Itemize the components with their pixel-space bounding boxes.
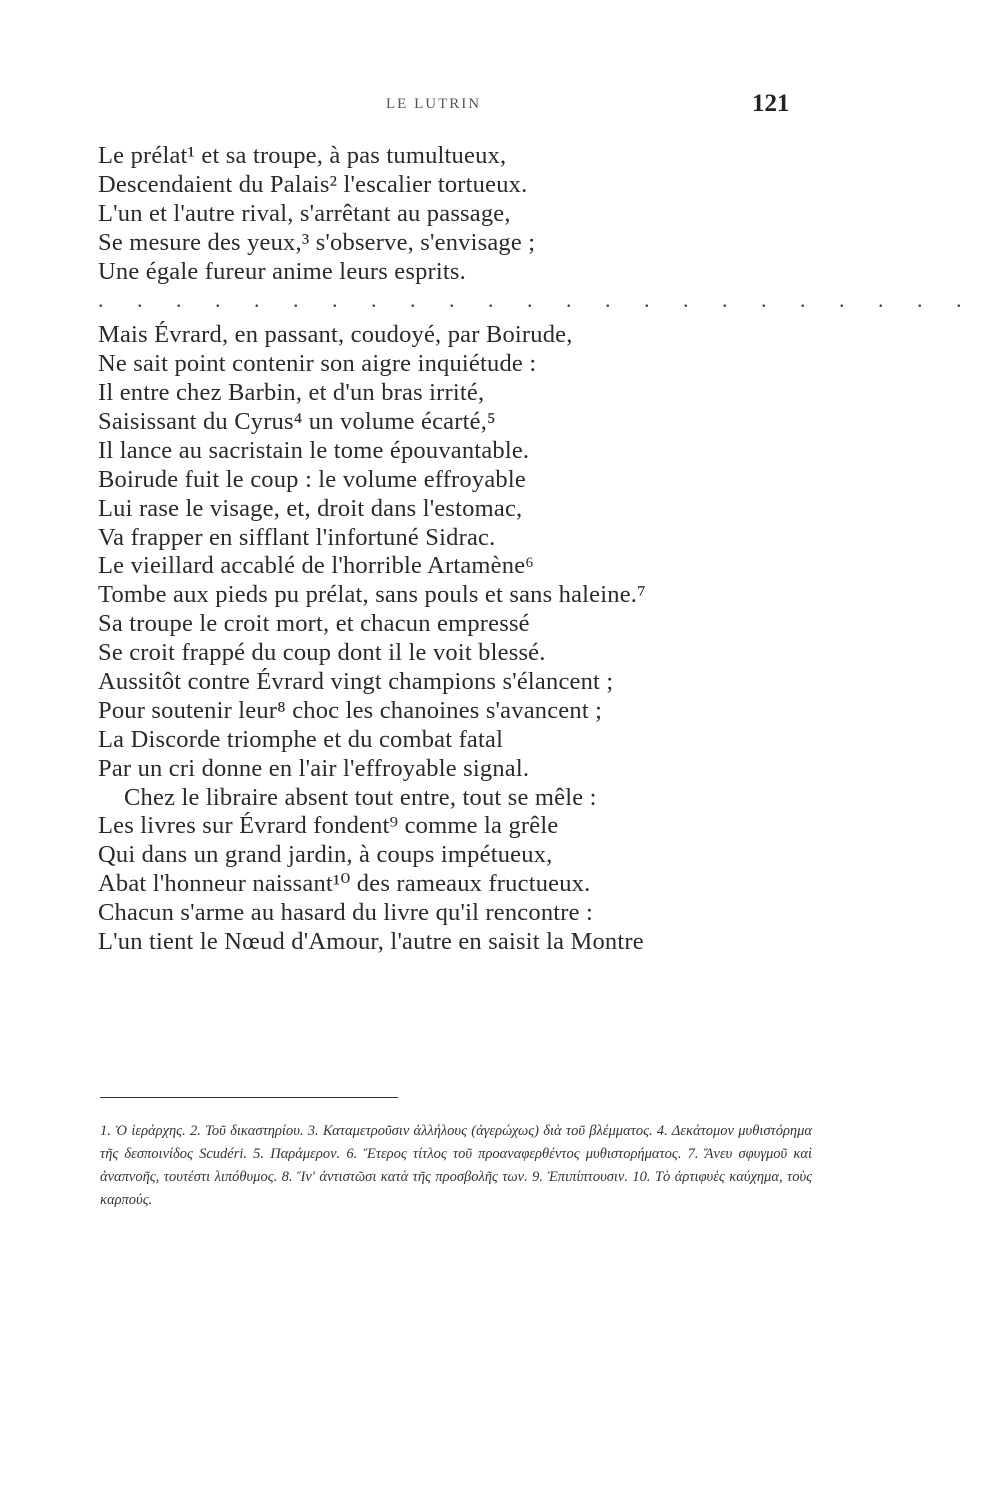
verse-line: L'un et l'autre rival, s'arrêtant au passage, xyxy=(98,199,511,227)
verse-line: Mais Évrard, en passant, coudoyé, par Boirude, xyxy=(98,321,573,349)
verse-line: La Discorde triomphe et du combat fatal xyxy=(98,725,504,753)
verse-line: Boirude fuit le coup : le volume effroyable xyxy=(98,465,526,493)
verse-line: Ne sait point contenir son aigre inquiétude : xyxy=(98,350,537,378)
verse-block xyxy=(98,142,976,957)
verse-line: Va frapper en sifflant l'infortuné Sidrac. xyxy=(98,523,496,551)
running-head xyxy=(0,90,984,118)
verse-line: Qui dans un grand jardin, à coups impétueux, xyxy=(98,841,553,869)
verse-line: Il entre chez Barbin, et d'un bras irrité, xyxy=(98,379,485,407)
running-title: LE LUTRIN xyxy=(386,96,482,112)
verse-line: Les livres sur Évrard fondent⁹ comme la grêle xyxy=(98,812,559,840)
verse-line: L'un tient le Nœud d'Amour, l'autre en saisit la Montre xyxy=(98,928,644,956)
verse-line: Tombe aux pieds pu prélat, sans pouls et sans haleine.⁷ xyxy=(98,581,646,609)
ellipsis-line: . . . . . . . . . . . . . . . . . . . . . . . xyxy=(98,287,976,313)
verse-line: Se croit frappé du coup dont il le voit blessé. xyxy=(98,639,546,667)
verse-line: Par un cri donne en l'air l'effroyable signal. xyxy=(98,754,530,782)
verse-line: Se mesure des yeux,³ s'observe, s'envisage ; xyxy=(98,228,536,256)
verse-line: Saisissant du Cyrus⁴ un volume écarté,⁵ xyxy=(98,408,496,436)
verse-line: Il lance au sacristain le tome épouvantable. xyxy=(98,436,530,464)
footnotes: 1. Ὁ ἱεράρχης. 2. Τοῦ δικαστηρίου. 3. Καταμετροῦσιν ἀλλήλους (ἀγερώχως) διὰ τοῦ βλέμματος. 4. Δεκάτομον μυθιστόρημα τῆς δεσποινίδος Scudéri. 5. Παράμερον. 6. Ἕτερος τίτλος τοῦ προαναφερθέντος μυθιστορήματος. 7. Ἄνευ σφυγμοῦ καὶ ἀναπνοῆς, τουτέστι λιπόθυμος. 8. Ἵν' ἀντιστῶσι κατὰ τῆς προσβολῆς των. 9. Ἐπιπίπτουσιν. 10. Τὸ ἀρτιφυὲς καύχημα, τοὺς καρπούς. xyxy=(100,1123,812,1208)
verse-line: Abat l'honneur naissant¹⁰ des rameaux fructueux. xyxy=(98,870,591,898)
verse-line: Descendaient du Palais² l'escalier tortueux. xyxy=(98,170,528,198)
verse-line: Pour soutenir leur⁸ choc les chanoines s'avancent ; xyxy=(98,696,603,724)
verse-line: Lui rase le visage, et, droit dans l'estomac, xyxy=(98,494,523,522)
verse-line: Le vieillard accablé de l'horrible Artamène⁶ xyxy=(98,552,535,580)
verse-line: Une égale fureur anime leurs esprits. xyxy=(98,257,466,285)
page-number: 121 xyxy=(752,90,790,117)
footnote-rule xyxy=(100,1097,398,1098)
verse-line: Sa troupe le croit mort, et chacun empressé xyxy=(98,610,530,638)
verse-line: Chez le libraire absent tout entre, tout se mêle : xyxy=(124,783,597,811)
verse-line: Aussitôt contre Évrard vingt champions s'élancent ; xyxy=(98,668,614,696)
verse-line: Chacun s'arme au hasard du livre qu'il rencontre : xyxy=(98,899,594,927)
verse-line: Le prélat¹ et sa troupe, à pas tumultueux, xyxy=(98,142,507,169)
